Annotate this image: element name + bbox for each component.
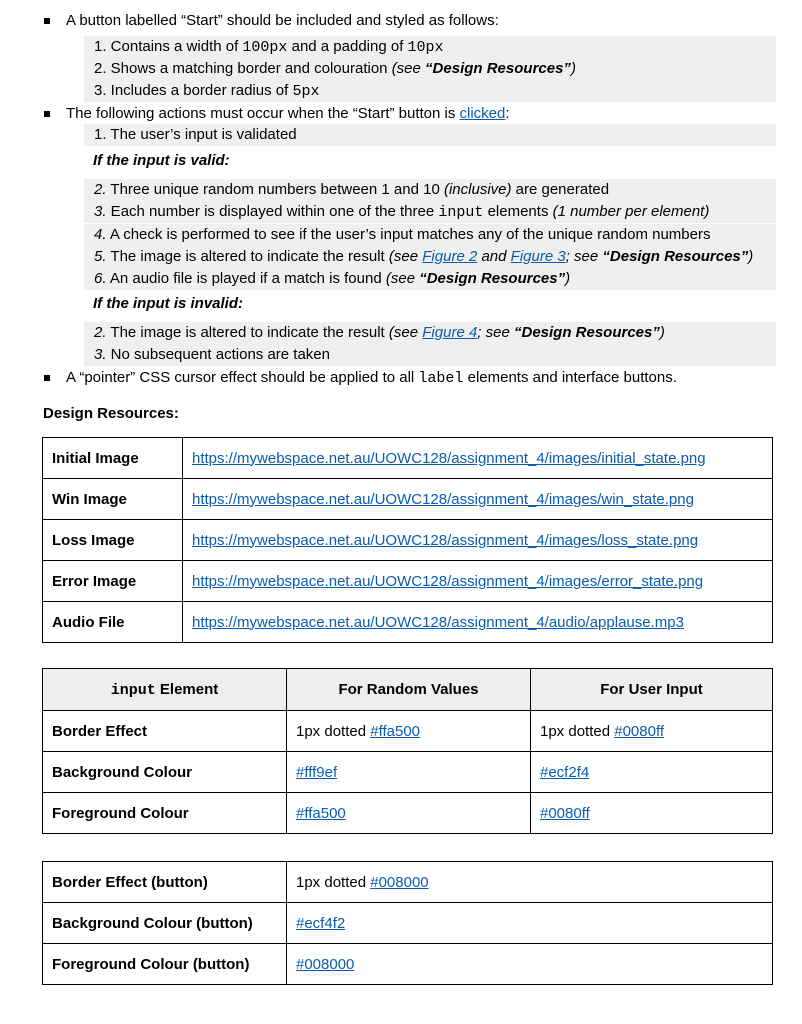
clicked-link[interactable]: clicked [459, 105, 506, 122]
header-random-values: For Random Values [287, 669, 531, 711]
table-header-row [43, 669, 773, 711]
figure-3-link[interactable]: Figure 3 [510, 248, 566, 265]
sub-item: 4. A check is performed to see if the user’s input matches any of the unique random numbers [84, 224, 776, 246]
table-row [43, 438, 773, 479]
resource-label: Audio File [43, 602, 183, 643]
table-row [43, 602, 773, 643]
table-row [43, 561, 773, 602]
value-cell [287, 903, 773, 944]
code-text: 10px [407, 39, 444, 56]
button-style-table [42, 861, 773, 985]
color-link[interactable]: #ffa500 [370, 722, 421, 740]
table-row [43, 903, 773, 944]
bullet-marker [44, 18, 50, 24]
resource-label: Win Image [43, 479, 183, 520]
user-value-cell: 1px dotted #0080ff [531, 711, 773, 752]
value-cell: 1px dotted #008000 [287, 862, 773, 903]
sub-item: 6. An audio file is played if a match is found (see “Design Resources”) [84, 268, 776, 290]
sub-item: 1. Contains a width of 100px and a padding of 10px [84, 36, 776, 58]
row-label: Background Colour [43, 752, 287, 793]
user-value-cell [531, 793, 773, 834]
code-text: 100px [242, 39, 288, 56]
row-label: Foreground Colour (button) [43, 944, 287, 985]
sub-item: 1. The user’s input is validated [84, 124, 776, 146]
code-text: 5px [292, 83, 320, 100]
bullet-marker [44, 375, 50, 381]
bullet-marker [44, 111, 50, 117]
color-link[interactable]: #0080ff [540, 804, 590, 822]
color-link[interactable]: #0080ff [614, 722, 665, 740]
table-row [43, 711, 773, 752]
section-title: Design Resources: [43, 405, 179, 422]
sub-item: 3. No subsequent actions are taken [84, 344, 776, 366]
row-label: Border Effect [43, 711, 287, 752]
random-value-cell: 1px dotted #ffa500 [287, 711, 531, 752]
resource-link[interactable]: https://mywebspace.net.au/UOWC128/assignment_4/images/loss_state.png [192, 531, 699, 549]
sub-item: 3. Includes a border radius of 5px [84, 80, 776, 102]
color-link[interactable]: #008000 [296, 955, 355, 973]
sub-item: 2. Three unique random numbers between 1 and 10 (inclusive) are generated [84, 179, 776, 201]
header-input-element: input Element [43, 669, 287, 711]
table-row [43, 520, 773, 561]
list-item: A “pointer” CSS cursor effect should be applied to all label elements and interface buttons. [66, 369, 677, 387]
row-label: Border Effect (button) [43, 862, 287, 903]
code-text: label [418, 370, 464, 387]
row-label: Background Colour (button) [43, 903, 287, 944]
list-item: A button labelled “Start” should be included and styled as follows: [66, 12, 499, 29]
sub-item: 5. The image is altered to indicate the result (see Figure 2 and Figure 3; see “Design Resources”) [84, 246, 776, 268]
resource-label: Loss Image [43, 520, 183, 561]
list-item: The following actions must occur when the “Start” button is clicked: [66, 105, 510, 122]
color-link[interactable]: #ecf4f2 [296, 914, 346, 932]
figure-2-link[interactable]: Figure 2 [422, 248, 478, 265]
valid-heading: If the input is valid: [93, 152, 230, 169]
resource-label: Initial Image [43, 438, 183, 479]
table-row [43, 944, 773, 985]
table-row [43, 862, 773, 903]
input-style-table [42, 668, 773, 834]
sub-item: 2. Shows a matching border and colouration (see “Design Resources”) [84, 58, 776, 80]
resource-link[interactable]: https://mywebspace.net.au/UOWC128/assignment_4/images/initial_state.png [192, 449, 706, 467]
table-row [43, 752, 773, 793]
color-link[interactable]: #ffa500 [296, 804, 346, 822]
user-value-cell [531, 752, 773, 793]
code-text: input [438, 204, 484, 221]
row-label: Foreground Colour [43, 793, 287, 834]
resource-link[interactable]: https://mywebspace.net.au/UOWC128/assignment_4/images/win_state.png [192, 490, 694, 508]
value-cell [287, 944, 773, 985]
resources-table [42, 437, 773, 643]
resource-label: Error Image [43, 561, 183, 602]
header-user-input: For User Input [531, 669, 773, 711]
random-value-cell [287, 793, 531, 834]
resource-link[interactable]: https://mywebspace.net.au/UOWC128/assignment_4/audio/applause.mp3 [192, 613, 684, 631]
color-link[interactable]: #ecf2f4 [540, 763, 590, 781]
table-row [43, 479, 773, 520]
sub-item: 2. The image is altered to indicate the result (see Figure 4; see “Design Resources”) [84, 322, 776, 344]
invalid-heading: If the input is invalid: [93, 295, 243, 312]
color-link[interactable]: #fff9ef [296, 763, 338, 781]
figure-4-link[interactable]: Figure 4 [422, 324, 478, 341]
random-value-cell [287, 752, 531, 793]
color-link[interactable]: #008000 [370, 873, 429, 891]
sub-item: 3. Each number is displayed within one of the three input elements (1 number per element) [84, 201, 776, 223]
resource-link[interactable]: https://mywebspace.net.au/UOWC128/assignment_4/images/error_state.png [192, 572, 704, 590]
table-row [43, 793, 773, 834]
